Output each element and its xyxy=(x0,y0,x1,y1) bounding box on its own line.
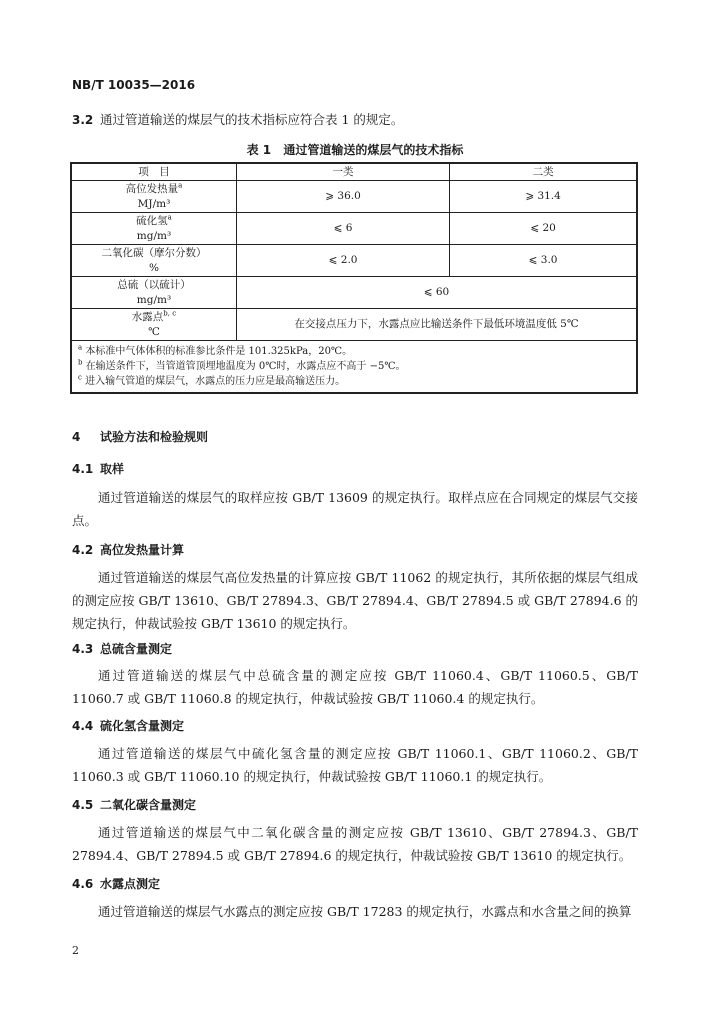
class1-value: ⩾ 36.0 xyxy=(236,181,449,213)
section-number: 4.1 xyxy=(72,462,94,476)
class2-value: ⩾ 31.4 xyxy=(450,181,637,213)
row-unit: ℃ xyxy=(148,325,160,338)
table-row xyxy=(71,245,637,277)
section-number: 4.4 xyxy=(72,719,94,733)
class1-value: ⩽ 6 xyxy=(236,213,449,245)
table-row xyxy=(71,181,637,213)
section-title: 硫化氢含量测定 xyxy=(100,719,185,733)
header-class2: 二类 xyxy=(450,163,637,181)
section-paragraph: 通过管道输送的煤层气高位发热量的计算应按 GB/T 11062 的规定执行，其所依据的煤层气组成的测定应按 GB/T 13610、GB/T 27894.3、GB/T 27894.4、GB/T 27894.5 或 GB/T 27894.6 的规定执行，仲裁试验按 GB/T 13610 的规定执行。 xyxy=(72,570,638,631)
table-note xyxy=(78,374,630,389)
table-row xyxy=(71,213,637,245)
row-label xyxy=(71,245,236,277)
row-label xyxy=(71,277,236,309)
row-label xyxy=(71,309,236,341)
section-number: 4.3 xyxy=(72,642,94,656)
section-heading xyxy=(72,640,172,657)
technical-spec-table xyxy=(70,162,638,394)
section-title: 总硫含量测定 xyxy=(100,642,173,656)
section-paragraph: 通过管道输送的煤层气的取样应按 GB/T 13609 的规定执行。取样点应在合同规定的煤层气交接点。 xyxy=(72,490,638,528)
class2-value: ⩽ 3.0 xyxy=(450,245,637,277)
table-notes-row xyxy=(71,341,637,394)
row-unit: % xyxy=(148,261,159,274)
section-paragraph: 通过管道输送的煤层气中硫化氢含量的测定应按 GB/T 11060.1、GB/T 11060.2、GB/T 11060.3 或 GB/T 11060.10 的规定执行，仲裁试验按 GB/T 11060.1 的规定执行。 xyxy=(72,746,638,784)
merged-value: ⩽ 60 xyxy=(236,277,637,309)
table-caption-title: 通过管道输送的煤层气的技术指标 xyxy=(283,143,464,157)
page-number: 2 xyxy=(72,944,79,957)
note-text: 在输送条件下，当管道管顶埋地温度为 0℃时，水露点应不高于 −5℃。 xyxy=(85,361,406,372)
section-heading xyxy=(72,428,208,445)
table-notes xyxy=(71,341,637,394)
document-code: NB/T 10035—2016 xyxy=(72,78,196,92)
section-number: 4.2 xyxy=(72,543,94,557)
section-heading xyxy=(72,796,196,813)
table-header-row xyxy=(71,163,637,181)
row-name: 高位发热量 xyxy=(125,182,179,195)
class2-value: ⩽ 20 xyxy=(450,213,637,245)
section-heading xyxy=(72,460,124,477)
row-unit: mg/m³ xyxy=(136,229,172,242)
header-item: 项 目 xyxy=(71,163,236,181)
section-title: 高位发热量计算 xyxy=(100,543,185,557)
note-text: 本标准中气体体积的标准参比条件是 101.325kPa，20℃。 xyxy=(85,346,353,357)
row-name: 二氧化碳（摩尔分数） xyxy=(101,246,207,259)
section-number: 4.5 xyxy=(72,798,94,812)
clause-text: 通过管道输送的煤层气的技术指标应符合表 1 的规定。 xyxy=(100,112,404,127)
row-name: 总硫（以硫计） xyxy=(117,278,191,291)
table-row xyxy=(71,277,637,309)
section-title: 取样 xyxy=(100,462,125,476)
table-note xyxy=(78,344,630,359)
section-paragraph: 通过管道输送的煤层气水露点的测定应按 GB/T 17283 的规定执行，水露点和水含量之间的换算 xyxy=(98,904,632,919)
section-paragraph: 通过管道输送的煤层气中二氧化碳含量的测定应按 GB/T 13610、GB/T 27894.3、GB/T 27894.4、GB/T 27894.5 或 GB/T 27894.6 的规定执行，仲裁试验按 GB/T 13610 的规定执行。 xyxy=(72,825,638,863)
section-heading xyxy=(72,541,184,558)
section-number: 4 xyxy=(72,430,81,444)
note-mark: b xyxy=(78,358,83,367)
table-row xyxy=(71,309,637,341)
header-class1: 一类 xyxy=(236,163,449,181)
section-title: 试验方法和检验规则 xyxy=(100,430,209,444)
row-unit: MJ/m³ xyxy=(137,197,171,210)
note-text: 进入输气管道的煤层气，水露点的压力应是最高输送压力。 xyxy=(85,376,346,387)
clause-number: 3.2 xyxy=(72,113,94,127)
section-title: 水露点测定 xyxy=(100,877,161,891)
clause-3-2 xyxy=(72,110,403,130)
footnote-mark: a xyxy=(178,181,183,189)
section-title: 二氧化碳含量测定 xyxy=(100,798,197,812)
note-mark: a xyxy=(78,343,83,352)
section-heading xyxy=(72,875,160,892)
footnote-mark: b, c xyxy=(163,309,177,317)
class1-value: ⩽ 2.0 xyxy=(236,245,449,277)
section-number: 4.6 xyxy=(72,877,94,891)
row-unit: mg/m³ xyxy=(136,293,172,306)
merged-value: 在交接点压力下，水露点应比输送条件下最低环境温度低 5℃ xyxy=(236,309,637,341)
note-mark: c xyxy=(78,373,82,382)
footnote-mark: a xyxy=(167,213,172,221)
section-paragraph: 通过管道输送的煤层气中总硫含量的测定应按 GB/T 11060.4、GB/T 11060.5、GB/T 11060.7 或 GB/T 11060.8 的规定执行，仲裁试验按 GB/T 11060.4 的规定执行。 xyxy=(72,668,638,706)
table-caption xyxy=(72,141,638,158)
row-label xyxy=(71,181,236,213)
row-label xyxy=(71,213,236,245)
table-caption-label: 表 1 xyxy=(246,143,272,157)
row-name: 水露点 xyxy=(131,310,164,323)
row-name: 硫化氢 xyxy=(136,214,168,227)
table-note xyxy=(78,359,630,374)
section-heading xyxy=(72,717,184,734)
